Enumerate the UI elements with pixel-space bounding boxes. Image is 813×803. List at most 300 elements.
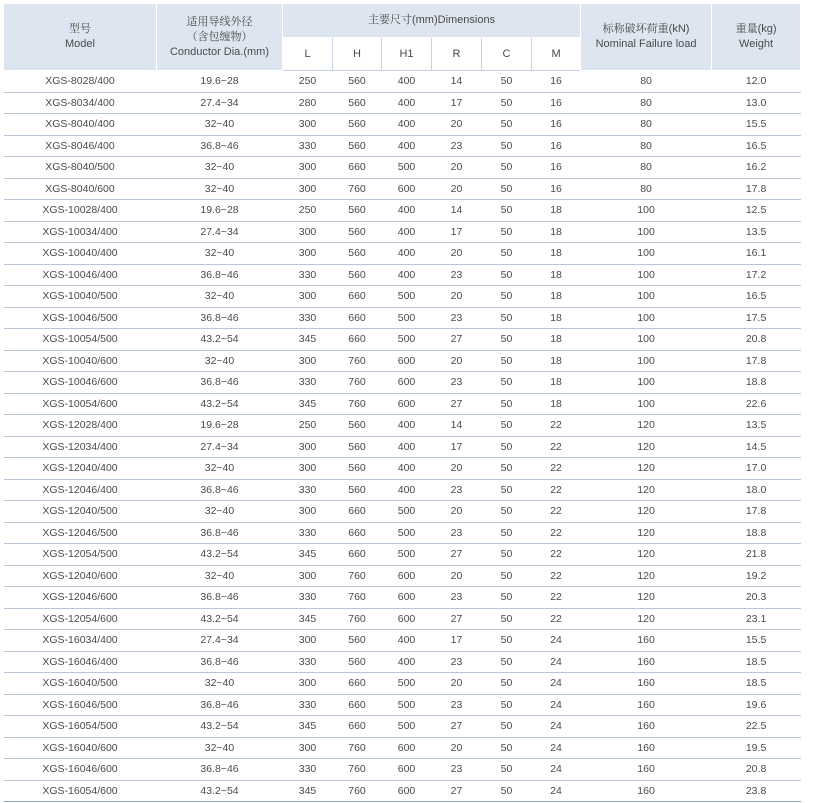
cell-dim-c: 50 bbox=[482, 716, 532, 738]
table-row bbox=[4, 135, 801, 157]
cell-failure-load: 100 bbox=[581, 200, 712, 222]
cell-dim-r: 20 bbox=[432, 243, 482, 265]
cell-dim-h: 660 bbox=[333, 501, 382, 523]
cell-failure-load: 120 bbox=[581, 415, 712, 437]
cell-dim-m: 24 bbox=[532, 780, 581, 802]
cell-dim-h: 560 bbox=[333, 630, 382, 652]
cell-dim-l: 300 bbox=[283, 350, 333, 372]
cell-dim-c: 50 bbox=[482, 673, 532, 695]
cell-dim-h: 560 bbox=[333, 264, 382, 286]
cell-dim-l: 300 bbox=[283, 221, 333, 243]
cell-dim-h: 760 bbox=[333, 608, 382, 630]
cell-dim-m: 16 bbox=[532, 71, 581, 93]
cell-dim-m: 24 bbox=[532, 694, 581, 716]
table-row bbox=[4, 651, 801, 673]
cell-weight: 23.8 bbox=[712, 780, 801, 802]
cell-conductor-dia: 19.6~28 bbox=[157, 415, 283, 437]
cell-weight: 20.8 bbox=[712, 329, 801, 351]
cell-model: XGS-12034/400 bbox=[4, 436, 157, 458]
cell-weight: 20.8 bbox=[712, 759, 801, 781]
cell-conductor-dia: 43.2~54 bbox=[157, 544, 283, 566]
cell-conductor-dia: 36.8~46 bbox=[157, 587, 283, 609]
cell-conductor-dia: 36.8~46 bbox=[157, 479, 283, 501]
cell-dim-m: 16 bbox=[532, 178, 581, 200]
cell-dim-m: 18 bbox=[532, 286, 581, 308]
cell-dim-l: 345 bbox=[283, 544, 333, 566]
spec-table-container bbox=[3, 4, 800, 802]
cell-dim-m: 16 bbox=[532, 157, 581, 179]
cell-dim-h1: 400 bbox=[382, 200, 432, 222]
cell-dim-m: 18 bbox=[532, 200, 581, 222]
cell-model: XGS-12028/400 bbox=[4, 415, 157, 437]
cell-dim-c: 50 bbox=[482, 307, 532, 329]
cell-dim-h1: 500 bbox=[382, 307, 432, 329]
cell-dim-h1: 400 bbox=[382, 243, 432, 265]
cell-dim-l: 345 bbox=[283, 780, 333, 802]
header-dimensions: 主要尺寸(mm)Dimensions bbox=[283, 4, 581, 38]
cell-dim-h1: 600 bbox=[382, 393, 432, 415]
cell-dim-r: 23 bbox=[432, 522, 482, 544]
cell-dim-r: 20 bbox=[432, 458, 482, 480]
cell-dim-r: 27 bbox=[432, 544, 482, 566]
cell-failure-load: 80 bbox=[581, 157, 712, 179]
cell-conductor-dia: 43.2~54 bbox=[157, 780, 283, 802]
cell-weight: 23.1 bbox=[712, 608, 801, 630]
cell-model: XGS-10028/400 bbox=[4, 200, 157, 222]
cell-dim-r: 20 bbox=[432, 565, 482, 587]
cell-dim-h: 560 bbox=[333, 479, 382, 501]
cell-dim-h: 560 bbox=[333, 135, 382, 157]
cell-dim-h1: 400 bbox=[382, 135, 432, 157]
cell-conductor-dia: 43.2~54 bbox=[157, 716, 283, 738]
cell-dim-r: 14 bbox=[432, 200, 482, 222]
cell-dim-h1: 600 bbox=[382, 372, 432, 394]
cell-dim-l: 300 bbox=[283, 114, 333, 136]
cell-dim-m: 16 bbox=[532, 135, 581, 157]
cell-failure-load: 80 bbox=[581, 92, 712, 114]
cell-dim-h1: 500 bbox=[382, 286, 432, 308]
cell-dim-h: 560 bbox=[333, 243, 382, 265]
cell-dim-h1: 400 bbox=[382, 436, 432, 458]
cell-dim-l: 330 bbox=[283, 587, 333, 609]
cell-weight: 19.2 bbox=[712, 565, 801, 587]
cell-dim-l: 250 bbox=[283, 415, 333, 437]
header-model-cn: 型号 bbox=[69, 23, 91, 35]
cell-dim-c: 50 bbox=[482, 544, 532, 566]
cell-model: XGS-8040/600 bbox=[4, 178, 157, 200]
cell-dim-m: 24 bbox=[532, 630, 581, 652]
cell-dim-h1: 600 bbox=[382, 178, 432, 200]
cell-dim-h: 660 bbox=[333, 544, 382, 566]
table-row bbox=[4, 694, 801, 716]
cell-dim-h1: 400 bbox=[382, 264, 432, 286]
cell-dim-r: 23 bbox=[432, 307, 482, 329]
cell-conductor-dia: 32~40 bbox=[157, 350, 283, 372]
cell-model: XGS-12046/600 bbox=[4, 587, 157, 609]
cell-dim-h: 660 bbox=[333, 694, 382, 716]
cell-dim-h: 760 bbox=[333, 372, 382, 394]
cell-dim-h: 660 bbox=[333, 522, 382, 544]
cell-dim-c: 50 bbox=[482, 436, 532, 458]
cell-dim-c: 50 bbox=[482, 759, 532, 781]
cell-model: XGS-16046/500 bbox=[4, 694, 157, 716]
table-row bbox=[4, 329, 801, 351]
cell-dim-h1: 600 bbox=[382, 565, 432, 587]
cell-dim-m: 24 bbox=[532, 673, 581, 695]
cell-dim-h1: 600 bbox=[382, 780, 432, 802]
cell-weight: 17.5 bbox=[712, 307, 801, 329]
cell-dim-c: 50 bbox=[482, 780, 532, 802]
cell-dim-l: 345 bbox=[283, 329, 333, 351]
cell-dim-h: 660 bbox=[333, 673, 382, 695]
cell-weight: 22.5 bbox=[712, 716, 801, 738]
cell-dim-h: 660 bbox=[333, 307, 382, 329]
cell-dim-m: 22 bbox=[532, 479, 581, 501]
cell-dim-c: 50 bbox=[482, 286, 532, 308]
cell-dim-h: 560 bbox=[333, 436, 382, 458]
cell-model: XGS-10034/400 bbox=[4, 221, 157, 243]
cell-dim-m: 22 bbox=[532, 587, 581, 609]
cell-dim-l: 330 bbox=[283, 522, 333, 544]
cell-failure-load: 160 bbox=[581, 651, 712, 673]
cell-failure-load: 100 bbox=[581, 307, 712, 329]
cell-weight: 18.5 bbox=[712, 673, 801, 695]
cell-dim-c: 50 bbox=[482, 200, 532, 222]
cell-dim-c: 50 bbox=[482, 694, 532, 716]
cell-dim-m: 22 bbox=[532, 522, 581, 544]
cell-model: XGS-12054/500 bbox=[4, 544, 157, 566]
cell-dim-l: 300 bbox=[283, 630, 333, 652]
cell-weight: 13.0 bbox=[712, 92, 801, 114]
cell-conductor-dia: 36.8~46 bbox=[157, 522, 283, 544]
cell-failure-load: 120 bbox=[581, 565, 712, 587]
cell-weight: 12.0 bbox=[712, 71, 801, 93]
table-row bbox=[4, 565, 801, 587]
cell-failure-load: 120 bbox=[581, 587, 712, 609]
table-row bbox=[4, 178, 801, 200]
cell-dim-l: 330 bbox=[283, 264, 333, 286]
cell-conductor-dia: 27.4~34 bbox=[157, 221, 283, 243]
table-row bbox=[4, 587, 801, 609]
cell-conductor-dia: 32~40 bbox=[157, 673, 283, 695]
cell-failure-load: 160 bbox=[581, 694, 712, 716]
cell-dim-l: 300 bbox=[283, 243, 333, 265]
cell-failure-load: 100 bbox=[581, 393, 712, 415]
cell-dim-r: 23 bbox=[432, 651, 482, 673]
cell-dim-l: 345 bbox=[283, 608, 333, 630]
cell-weight: 19.5 bbox=[712, 737, 801, 759]
cell-conductor-dia: 43.2~54 bbox=[157, 393, 283, 415]
cell-dim-m: 22 bbox=[532, 458, 581, 480]
table-row bbox=[4, 200, 801, 222]
cell-dim-l: 300 bbox=[283, 436, 333, 458]
cell-conductor-dia: 36.8~46 bbox=[157, 135, 283, 157]
cell-model: XGS-10046/600 bbox=[4, 372, 157, 394]
table-row bbox=[4, 716, 801, 738]
table-row bbox=[4, 737, 801, 759]
cell-dim-l: 330 bbox=[283, 759, 333, 781]
header-dim-m: M bbox=[532, 38, 581, 71]
cell-weight: 18.8 bbox=[712, 372, 801, 394]
cell-dim-h1: 500 bbox=[382, 157, 432, 179]
cell-dim-h1: 500 bbox=[382, 673, 432, 695]
table-row bbox=[4, 544, 801, 566]
cell-dim-h: 760 bbox=[333, 178, 382, 200]
table-row bbox=[4, 372, 801, 394]
cell-dim-r: 23 bbox=[432, 479, 482, 501]
cell-dim-h: 660 bbox=[333, 157, 382, 179]
cell-dim-m: 22 bbox=[532, 436, 581, 458]
cell-model: XGS-8040/500 bbox=[4, 157, 157, 179]
cell-dim-r: 17 bbox=[432, 630, 482, 652]
cell-dim-r: 27 bbox=[432, 393, 482, 415]
cell-model: XGS-12040/400 bbox=[4, 458, 157, 480]
cell-dim-r: 20 bbox=[432, 673, 482, 695]
cell-dim-l: 300 bbox=[283, 157, 333, 179]
cell-dim-r: 27 bbox=[432, 780, 482, 802]
table-row bbox=[4, 350, 801, 372]
cell-dim-l: 300 bbox=[283, 286, 333, 308]
cell-weight: 20.3 bbox=[712, 587, 801, 609]
cell-dim-c: 50 bbox=[482, 157, 532, 179]
cell-dim-h1: 400 bbox=[382, 651, 432, 673]
cell-model: XGS-12054/600 bbox=[4, 608, 157, 630]
cell-failure-load: 100 bbox=[581, 286, 712, 308]
cell-model: XGS-10040/500 bbox=[4, 286, 157, 308]
cell-dim-c: 50 bbox=[482, 350, 532, 372]
table-row bbox=[4, 286, 801, 308]
cell-dim-l: 330 bbox=[283, 372, 333, 394]
header-weight-en: Weight bbox=[739, 38, 774, 50]
cell-failure-load: 120 bbox=[581, 458, 712, 480]
cell-dim-r: 23 bbox=[432, 135, 482, 157]
cell-dim-h: 560 bbox=[333, 200, 382, 222]
cell-conductor-dia: 36.8~46 bbox=[157, 759, 283, 781]
cell-dim-h: 760 bbox=[333, 587, 382, 609]
cell-failure-load: 160 bbox=[581, 630, 712, 652]
cell-dim-h1: 500 bbox=[382, 544, 432, 566]
cell-dim-r: 23 bbox=[432, 759, 482, 781]
cell-dim-c: 50 bbox=[482, 114, 532, 136]
spec-table bbox=[3, 4, 801, 802]
cell-dim-r: 23 bbox=[432, 694, 482, 716]
cell-dim-h: 760 bbox=[333, 565, 382, 587]
cell-dim-r: 17 bbox=[432, 436, 482, 458]
cell-failure-load: 120 bbox=[581, 501, 712, 523]
cell-dim-h1: 400 bbox=[382, 458, 432, 480]
cell-dim-r: 20 bbox=[432, 350, 482, 372]
cell-dim-h1: 400 bbox=[382, 71, 432, 93]
cell-weight: 18.8 bbox=[712, 522, 801, 544]
cell-weight: 14.5 bbox=[712, 436, 801, 458]
cell-dim-r: 14 bbox=[432, 415, 482, 437]
cell-dim-l: 300 bbox=[283, 501, 333, 523]
cell-dim-c: 50 bbox=[482, 501, 532, 523]
table-row bbox=[4, 71, 801, 93]
cell-conductor-dia: 32~40 bbox=[157, 114, 283, 136]
header-load bbox=[581, 4, 712, 71]
cell-dim-c: 50 bbox=[482, 71, 532, 93]
cell-dim-c: 50 bbox=[482, 415, 532, 437]
cell-dim-c: 50 bbox=[482, 135, 532, 157]
cell-model: XGS-8040/400 bbox=[4, 114, 157, 136]
cell-conductor-dia: 43.2~54 bbox=[157, 608, 283, 630]
cell-conductor-dia: 36.8~46 bbox=[157, 651, 283, 673]
cell-weight: 17.8 bbox=[712, 178, 801, 200]
table-row bbox=[4, 630, 801, 652]
cell-conductor-dia: 36.8~46 bbox=[157, 694, 283, 716]
table-header bbox=[4, 4, 801, 71]
cell-failure-load: 120 bbox=[581, 608, 712, 630]
cell-dim-r: 20 bbox=[432, 114, 482, 136]
cell-failure-load: 100 bbox=[581, 243, 712, 265]
cell-failure-load: 120 bbox=[581, 544, 712, 566]
cell-dim-r: 27 bbox=[432, 608, 482, 630]
header-conductor-cn: 适用导线外径 bbox=[186, 15, 253, 28]
cell-weight: 18.5 bbox=[712, 651, 801, 673]
cell-conductor-dia: 32~40 bbox=[157, 737, 283, 759]
cell-weight: 16.1 bbox=[712, 243, 801, 265]
cell-dim-r: 20 bbox=[432, 286, 482, 308]
table-row bbox=[4, 759, 801, 781]
cell-dim-l: 330 bbox=[283, 694, 333, 716]
cell-conductor-dia: 27.4~34 bbox=[157, 630, 283, 652]
cell-dim-h1: 400 bbox=[382, 415, 432, 437]
cell-dim-m: 18 bbox=[532, 393, 581, 415]
cell-weight: 13.5 bbox=[712, 415, 801, 437]
cell-dim-l: 280 bbox=[283, 92, 333, 114]
table-row bbox=[4, 522, 801, 544]
cell-dim-l: 300 bbox=[283, 458, 333, 480]
cell-dim-m: 22 bbox=[532, 501, 581, 523]
cell-dim-r: 17 bbox=[432, 92, 482, 114]
cell-conductor-dia: 36.8~46 bbox=[157, 372, 283, 394]
cell-weight: 18.0 bbox=[712, 479, 801, 501]
cell-failure-load: 160 bbox=[581, 737, 712, 759]
cell-dim-r: 23 bbox=[432, 372, 482, 394]
cell-dim-h1: 500 bbox=[382, 501, 432, 523]
cell-dim-l: 330 bbox=[283, 307, 333, 329]
cell-model: XGS-10040/400 bbox=[4, 243, 157, 265]
cell-dim-m: 18 bbox=[532, 243, 581, 265]
cell-dim-l: 330 bbox=[283, 135, 333, 157]
cell-dim-m: 24 bbox=[532, 716, 581, 738]
cell-dim-l: 345 bbox=[283, 393, 333, 415]
cell-model: XGS-12046/500 bbox=[4, 522, 157, 544]
cell-dim-h: 760 bbox=[333, 737, 382, 759]
cell-dim-h: 760 bbox=[333, 393, 382, 415]
cell-model: XGS-16054/600 bbox=[4, 780, 157, 802]
table-row bbox=[4, 264, 801, 286]
table-body bbox=[4, 71, 801, 802]
cell-dim-m: 16 bbox=[532, 92, 581, 114]
cell-failure-load: 160 bbox=[581, 759, 712, 781]
cell-dim-r: 20 bbox=[432, 737, 482, 759]
cell-dim-h: 560 bbox=[333, 221, 382, 243]
table-row bbox=[4, 92, 801, 114]
cell-dim-r: 20 bbox=[432, 178, 482, 200]
header-dim-r: R bbox=[432, 38, 482, 71]
cell-dim-h: 560 bbox=[333, 415, 382, 437]
cell-conductor-dia: 36.8~46 bbox=[157, 264, 283, 286]
cell-dim-h: 760 bbox=[333, 759, 382, 781]
header-weight bbox=[712, 4, 801, 71]
cell-dim-h1: 600 bbox=[382, 350, 432, 372]
table-row bbox=[4, 501, 801, 523]
cell-dim-l: 250 bbox=[283, 200, 333, 222]
cell-dim-h: 760 bbox=[333, 350, 382, 372]
cell-failure-load: 80 bbox=[581, 135, 712, 157]
cell-dim-c: 50 bbox=[482, 630, 532, 652]
cell-weight: 21.8 bbox=[712, 544, 801, 566]
cell-dim-c: 50 bbox=[482, 372, 532, 394]
cell-weight: 12.5 bbox=[712, 200, 801, 222]
cell-weight: 16.2 bbox=[712, 157, 801, 179]
cell-conductor-dia: 32~40 bbox=[157, 458, 283, 480]
cell-dim-h1: 400 bbox=[382, 630, 432, 652]
cell-dim-l: 250 bbox=[283, 71, 333, 93]
cell-dim-r: 23 bbox=[432, 264, 482, 286]
table-row bbox=[4, 114, 801, 136]
cell-dim-r: 20 bbox=[432, 501, 482, 523]
cell-failure-load: 100 bbox=[581, 264, 712, 286]
cell-model: XGS-10046/500 bbox=[4, 307, 157, 329]
cell-failure-load: 100 bbox=[581, 350, 712, 372]
cell-dim-m: 22 bbox=[532, 544, 581, 566]
cell-model: XGS-16046/600 bbox=[4, 759, 157, 781]
cell-model: XGS-16040/500 bbox=[4, 673, 157, 695]
header-conductor bbox=[157, 4, 283, 71]
cell-conductor-dia: 32~40 bbox=[157, 286, 283, 308]
cell-dim-m: 24 bbox=[532, 651, 581, 673]
cell-dim-h: 560 bbox=[333, 92, 382, 114]
cell-dim-h1: 500 bbox=[382, 694, 432, 716]
cell-conductor-dia: 19.6~28 bbox=[157, 200, 283, 222]
cell-model: XGS-10054/500 bbox=[4, 329, 157, 351]
cell-dim-h: 560 bbox=[333, 114, 382, 136]
cell-model: XGS-16046/400 bbox=[4, 651, 157, 673]
header-dim-l: L bbox=[283, 38, 333, 71]
cell-dim-h1: 400 bbox=[382, 221, 432, 243]
cell-dim-l: 300 bbox=[283, 178, 333, 200]
cell-dim-m: 18 bbox=[532, 221, 581, 243]
cell-dim-c: 50 bbox=[482, 178, 532, 200]
cell-dim-h: 660 bbox=[333, 716, 382, 738]
cell-dim-m: 18 bbox=[532, 264, 581, 286]
cell-dim-l: 300 bbox=[283, 673, 333, 695]
cell-failure-load: 80 bbox=[581, 178, 712, 200]
cell-dim-c: 50 bbox=[482, 92, 532, 114]
cell-model: XGS-10054/600 bbox=[4, 393, 157, 415]
table-row bbox=[4, 157, 801, 179]
table-row bbox=[4, 608, 801, 630]
cell-model: XGS-8028/400 bbox=[4, 71, 157, 93]
cell-dim-c: 50 bbox=[482, 329, 532, 351]
cell-conductor-dia: 32~40 bbox=[157, 501, 283, 523]
header-model bbox=[4, 4, 157, 71]
cell-dim-r: 23 bbox=[432, 587, 482, 609]
cell-failure-load: 100 bbox=[581, 372, 712, 394]
table-row bbox=[4, 673, 801, 695]
cell-model: XGS-10046/400 bbox=[4, 264, 157, 286]
cell-weight: 17.2 bbox=[712, 264, 801, 286]
cell-dim-h1: 600 bbox=[382, 587, 432, 609]
header-dim-h1: H1 bbox=[382, 38, 432, 71]
cell-weight: 16.5 bbox=[712, 286, 801, 308]
cell-failure-load: 160 bbox=[581, 673, 712, 695]
cell-model: XGS-12046/400 bbox=[4, 479, 157, 501]
cell-weight: 16.5 bbox=[712, 135, 801, 157]
